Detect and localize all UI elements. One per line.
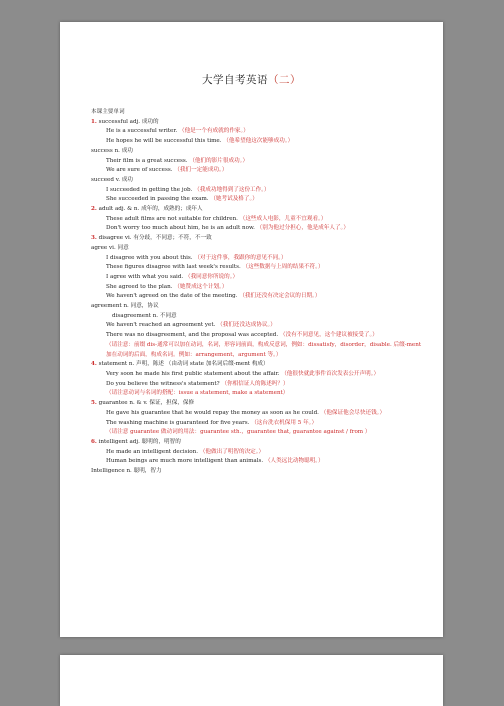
- line-text: Very soon he made his first public statement about the affair.: [106, 370, 282, 377]
- translation-text: （请注意 guarantee 做动词的用法：guarantee sth.，guarantee that, guarantee against / from ）: [106, 429, 371, 436]
- line-text: 本课主要单词: [91, 109, 125, 115]
- text-line: [91, 292, 425, 302]
- translation-text: （人类远比动物聪明。）: [264, 458, 324, 465]
- line-text: intelligent adj. 聪明的，明智的: [96, 438, 181, 445]
- line-text: She agreed to the plan.: [106, 283, 175, 290]
- text-line: [91, 457, 425, 467]
- text-line: [91, 409, 425, 419]
- line-text: agree vi. 同意: [91, 244, 129, 251]
- text-line: [91, 108, 425, 118]
- translation-text: （我们还没有决定会议的日期。）: [239, 293, 321, 300]
- text-line: [91, 302, 425, 312]
- line-text: We haven't reached an agreement yet.: [106, 322, 218, 329]
- translation-text: （她赞成这个计划。）: [174, 283, 228, 290]
- item-number: 5.: [91, 400, 97, 407]
- text-line: [91, 321, 425, 331]
- text-line: [91, 137, 425, 147]
- text-line: [91, 331, 425, 341]
- translation-text: （他是一个有成就的作家。）: [178, 128, 249, 135]
- translation-text: （这些数据与上周的结果不符。）: [242, 264, 324, 271]
- title-paren: （二）: [268, 74, 301, 86]
- translation-text: （没有不同意见，这个建议被接受了。）: [279, 332, 378, 339]
- text-line: [91, 166, 425, 176]
- document-page: [60, 22, 443, 637]
- line-text: The washing machine is guaranteed for five years.: [106, 419, 252, 426]
- line-text: successful adj. 成功的: [96, 118, 159, 125]
- text-line: [91, 448, 425, 458]
- line-text: Human beings are much more intelligent than animals.: [106, 458, 265, 465]
- line-text: Don't worry too much about him, he is an adult now.: [106, 225, 257, 232]
- line-text: She succeeded in passing the exam.: [106, 196, 211, 203]
- line-text: success n. 成功: [91, 147, 133, 154]
- text-line: [91, 234, 425, 244]
- line-text: statement n. 声明，陈述 （由动词 state 加名词后缀-ment 构成）: [96, 361, 269, 368]
- text-line: [91, 186, 425, 196]
- text-line: [91, 370, 425, 380]
- text-line: [91, 176, 425, 186]
- line-text: He gave his guarantee that he would repay the money as soon as he could.: [106, 409, 321, 416]
- item-number: 2.: [91, 206, 97, 213]
- text-line: [91, 360, 425, 370]
- text-line: [91, 283, 425, 293]
- text-line: [91, 389, 425, 399]
- text-line: [91, 254, 425, 264]
- translation-text: （我们还没达成协议。）: [217, 322, 276, 329]
- line-text: guarantee n. & v. 保证，担保，保修: [96, 400, 195, 407]
- item-number: 4.: [91, 361, 97, 368]
- text-line: [91, 438, 425, 448]
- text-line: [91, 263, 425, 273]
- text-line: [91, 273, 425, 283]
- text-line: [91, 224, 425, 234]
- translation-text: （请注意动词与名词的搭配：issue a statement, make a statement）: [106, 390, 289, 397]
- line-text: I agree with what you said.: [106, 273, 185, 280]
- translation-text: （我成功地得到了这份工作。）: [194, 186, 270, 193]
- translation-text: （他保证他会尽快还钱。）: [320, 409, 386, 416]
- text-line: [91, 244, 425, 254]
- text-line: [91, 147, 425, 157]
- line-text: I succeeded in getting the job.: [106, 186, 195, 193]
- text-line: [91, 312, 425, 322]
- translation-text: （请注意：前缀 dis-通常可以加在动词，名词，形容词前面，构成反意词，例如：dissatisfy，disorder，disable. 后缀-ment 加在动词的后面，构成名词。例如：arrangement，argument 等。）: [106, 341, 422, 358]
- text-line: [91, 380, 425, 390]
- page-title: [60, 72, 443, 87]
- text-line: [91, 118, 425, 128]
- line-text: There was no disagreement, and the proposal was accepted.: [106, 332, 280, 339]
- item-number: 3.: [91, 235, 97, 242]
- translation-text: （他很快就此事件首次发表公开声明。）: [281, 370, 380, 377]
- translation-text: （他们的影片很成功。）: [189, 157, 249, 164]
- line-text: Their film is a great success.: [106, 157, 190, 164]
- line-text: agreement n. 同意，协议: [91, 303, 159, 310]
- text-line: [91, 341, 425, 360]
- line-text: disagreement n. 不同意: [112, 312, 177, 319]
- line-text: He hopes he will be successful this time.: [106, 138, 224, 145]
- document-body: [91, 108, 425, 477]
- text-line: [91, 399, 425, 409]
- translation-text: （她考试及格了。）: [210, 196, 258, 203]
- translation-text: （我同意你所说的。）: [184, 273, 239, 280]
- line-text: These figures disagree with last week's results.: [106, 264, 243, 271]
- title-main: 大学自考英语: [202, 74, 268, 86]
- line-text: Intelligence n. 聪明，智力: [91, 468, 162, 475]
- next-page: [60, 655, 443, 706]
- item-number: 1.: [91, 118, 97, 125]
- line-text: He is a successful writer.: [106, 128, 179, 135]
- line-text: We haven't agreed on the date of the meeting.: [106, 293, 240, 300]
- text-line: [91, 205, 425, 215]
- translation-text: （这些成人电影，儿童不宜观看。）: [239, 215, 327, 222]
- line-text: These adult films are not suitable for children.: [106, 215, 240, 222]
- text-line: [91, 157, 425, 167]
- translation-text: （别为他过分担心，他是成年人了。）: [256, 225, 349, 232]
- text-line: [91, 428, 425, 438]
- line-text: Do you believe the witness's statement?: [106, 380, 222, 387]
- translation-text: （他做出了明智的决定。）: [199, 448, 265, 455]
- text-line: [91, 127, 425, 137]
- translation-text: （这台洗衣机保用 5 年。）: [251, 419, 318, 426]
- translation-text: （对于这件事，我跟你的意见不同。）: [194, 254, 287, 261]
- translation-text: （我们一定能成功。）: [174, 167, 228, 174]
- line-text: I disagree with you about this.: [106, 254, 195, 261]
- translation-text: （你相信证人的陈述吗？）: [221, 380, 289, 387]
- line-text: disagree vi. 有分歧，不同意；不符，不一致: [96, 235, 212, 242]
- translation-text: （他希望他这次能够成功。）: [223, 138, 294, 145]
- line-text: We are sure of success.: [106, 167, 175, 174]
- text-line: [91, 195, 425, 205]
- line-text: adult adj. & n. 成年的，成熟的；成年人: [96, 206, 203, 213]
- item-number: 6.: [91, 438, 97, 445]
- text-line: [91, 419, 425, 429]
- text-line: [91, 215, 425, 225]
- line-text: He made an intelligent decision.: [106, 448, 200, 455]
- text-line: [91, 467, 425, 477]
- line-text: succeed v. 成功: [91, 176, 133, 183]
